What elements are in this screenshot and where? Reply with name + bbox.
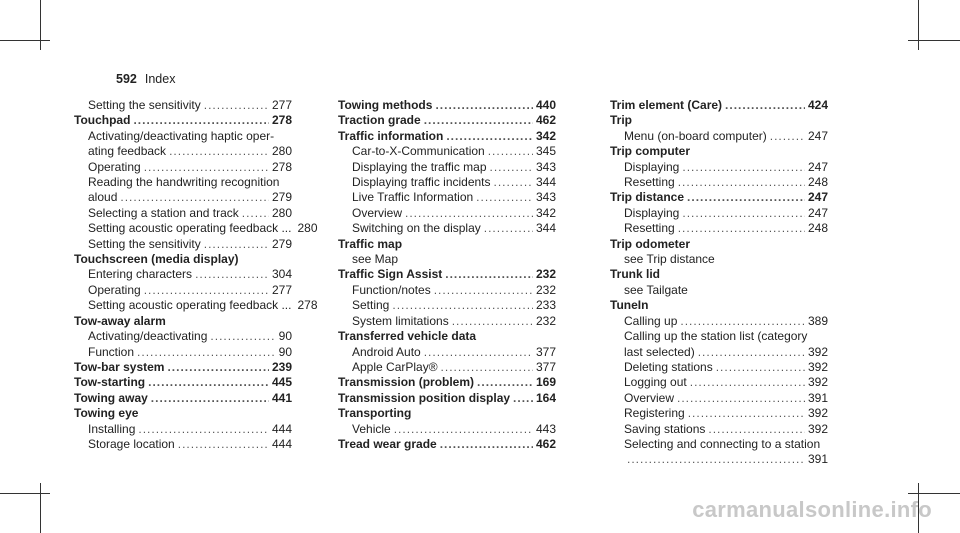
- index-entry: [74, 314, 292, 329]
- leader-dots: [178, 437, 269, 452]
- leader-dots: [204, 237, 269, 252]
- entry-term: Tread wear grade: [338, 436, 437, 451]
- crop-mark: [908, 493, 960, 494]
- page-reference: 247: [807, 128, 828, 143]
- crop-mark: [908, 40, 960, 41]
- index-subentry: [74, 267, 292, 282]
- index-subentry: [74, 206, 292, 221]
- index-subentry: [338, 298, 556, 313]
- entry-term: Traffic information: [338, 128, 444, 143]
- index-entry: [338, 437, 556, 452]
- index-entry: [338, 406, 556, 421]
- entry-term: Calling up: [624, 313, 678, 328]
- section-title: Index: [144, 72, 176, 86]
- page-reference: 90: [278, 344, 292, 359]
- index-subentry: [338, 252, 556, 267]
- index-entry: [610, 113, 828, 128]
- entry-term: Setting: [352, 298, 390, 313]
- leader-dots: [167, 360, 269, 375]
- page-reference: 247: [807, 159, 828, 174]
- index-subentry: [338, 360, 556, 375]
- index-entry: [74, 375, 292, 390]
- entry-term: Switching on the display: [352, 221, 481, 236]
- page-reference: 443: [535, 421, 556, 436]
- page-reference: 392: [807, 359, 828, 374]
- leader-dots: [490, 160, 533, 175]
- entry-term: Operating: [88, 282, 141, 297]
- leader-dots: [195, 267, 269, 282]
- page-reference: 345: [535, 144, 556, 159]
- index-subentry: [338, 160, 556, 175]
- index-entry: [610, 237, 828, 252]
- leader-dots: [678, 221, 805, 236]
- index-subentry: [610, 160, 828, 175]
- index-subentry: [610, 314, 828, 329]
- leader-dots: [394, 422, 533, 437]
- page-reference: 232: [535, 313, 556, 328]
- leader-dots: [488, 144, 533, 159]
- index-entry: [74, 406, 292, 421]
- leader-dots: [690, 375, 805, 390]
- index-subentry: [610, 452, 828, 467]
- entry-term: System limitations: [352, 313, 449, 328]
- index-subentry: [610, 345, 828, 360]
- index-subentry: [74, 237, 292, 252]
- index-subentry: [338, 190, 556, 205]
- page-reference: 392: [807, 375, 828, 390]
- entry-term: Towing methods: [338, 98, 433, 112]
- leader-dots: [725, 98, 805, 113]
- page-reference: 279: [271, 190, 292, 205]
- index-subentry: [74, 144, 292, 159]
- entry-term: Displaying: [624, 159, 680, 174]
- leader-dots: [682, 206, 805, 221]
- page-reference: 440: [535, 98, 556, 112]
- leader-dots: [484, 221, 533, 236]
- page-reference: 248: [807, 175, 828, 190]
- index-subentry: [610, 129, 828, 144]
- page-reference: 445: [271, 375, 292, 390]
- entry-term: Menu (on-board computer): [624, 128, 767, 143]
- entry-term: Setting the sensitivity: [88, 98, 201, 112]
- leader-dots: [680, 314, 805, 329]
- leader-dots: [435, 98, 533, 113]
- page-reference: 233: [535, 298, 556, 313]
- index-subentry: [338, 314, 556, 329]
- entry-term: Reading the handwriting recognition: [88, 175, 280, 190]
- index-column-2: [338, 98, 556, 452]
- page-reference: 248: [807, 221, 828, 236]
- page-reference: 247: [807, 205, 828, 220]
- leader-dots: [627, 452, 805, 467]
- page-reference: 424: [807, 98, 828, 112]
- crop-mark: [918, 0, 919, 50]
- entry-term: Calling up the station list (category: [624, 329, 808, 344]
- page-reference: 462: [535, 113, 556, 128]
- index-subentry: [74, 298, 318, 313]
- page-reference: 342: [535, 205, 556, 220]
- index-subentry: [338, 221, 556, 236]
- entry-term: Towing away: [74, 390, 148, 405]
- leader-dots: [120, 190, 269, 205]
- entry-term: Tow-away alarm: [74, 313, 166, 328]
- page-header: [116, 72, 175, 86]
- entry-term: Transporting: [338, 406, 412, 421]
- index-subentry: [74, 190, 292, 205]
- index-entry: [338, 113, 556, 128]
- index-entry: [610, 190, 828, 205]
- entry-term: Selecting a station and track: [88, 205, 239, 220]
- leader-dots: [424, 345, 533, 360]
- leader-dots: [513, 391, 533, 406]
- entry-term: Traffic map: [338, 236, 403, 251]
- page-reference: 277: [271, 98, 292, 112]
- page-reference: 392: [807, 421, 828, 436]
- entry-term: see Trip distance: [624, 252, 715, 267]
- index-subentry: [74, 129, 292, 144]
- index-subentry: [610, 391, 828, 406]
- leader-dots: [138, 422, 269, 437]
- page-reference: 232: [535, 282, 556, 297]
- entry-term: Activating/deactivating haptic oper-: [88, 128, 275, 143]
- entry-term: Transferred vehicle data: [338, 329, 477, 344]
- index-subentry: [610, 406, 828, 421]
- entry-term: Trunk lid: [610, 267, 661, 282]
- index-subentry: [610, 329, 828, 344]
- page-reference: 462: [535, 436, 556, 451]
- leader-dots: [477, 375, 533, 390]
- entry-term: Tow-starting: [74, 375, 146, 390]
- entry-term: Registering: [624, 406, 685, 421]
- entry-term: Towing eye: [74, 406, 139, 421]
- leader-dots: [148, 375, 269, 390]
- index-subentry: [74, 437, 292, 452]
- index-subentry: [610, 221, 828, 236]
- index-subentry: [610, 206, 828, 221]
- page-reference: 444: [271, 436, 292, 451]
- leader-dots: [698, 345, 805, 360]
- entry-term: Overview: [352, 205, 403, 220]
- entry-term: Displaying the traffic map: [352, 159, 487, 174]
- index-entry: [74, 391, 292, 406]
- index-subentry: [610, 283, 828, 298]
- index-subentry: [610, 437, 828, 452]
- entry-term: see Map: [352, 252, 399, 267]
- entry-term: Entering characters: [88, 267, 193, 282]
- entry-term: Trim element (Care): [610, 98, 723, 112]
- leader-dots: [476, 190, 533, 205]
- page-reference: 277: [271, 282, 292, 297]
- leader-dots: [210, 329, 275, 344]
- leader-dots: [452, 314, 533, 329]
- entry-term: Function: [88, 344, 135, 359]
- leader-dots: [133, 113, 269, 128]
- entry-term: Trip distance: [610, 190, 685, 205]
- index-subentry: [610, 252, 828, 267]
- entry-term: Setting acoustic operating feedback ...: [88, 298, 292, 313]
- watermark: carmanualsonline.info: [692, 497, 932, 522]
- leader-dots: [137, 345, 276, 360]
- index-subentry: [338, 283, 556, 298]
- entry-term: Displaying: [624, 205, 680, 220]
- index-subentry: [74, 175, 292, 190]
- index-subentry: [338, 144, 556, 159]
- entry-term: Deleting stations: [624, 359, 713, 374]
- entry-term: Selecting and connecting to a station: [624, 436, 821, 451]
- entry-term: Live Traffic Information: [352, 190, 474, 205]
- page-reference: 278: [271, 159, 292, 174]
- index-entry: [74, 360, 292, 375]
- page-reference: 247: [807, 190, 828, 205]
- page-reference: 239: [271, 359, 292, 374]
- page-reference: 232: [535, 267, 556, 282]
- leader-dots: [242, 206, 269, 221]
- entry-term: Android Auto: [352, 344, 421, 359]
- index-subentry: [338, 175, 556, 190]
- leader-dots: [708, 422, 805, 437]
- entry-term: Displaying traffic incidents: [352, 175, 491, 190]
- page-reference: 279: [271, 236, 292, 251]
- index-subentry: [74, 160, 292, 175]
- index-subentry: [610, 175, 828, 190]
- page-reference: 169: [535, 375, 556, 390]
- entry-term: Setting the sensitivity: [88, 236, 201, 251]
- index-entry: [338, 329, 556, 344]
- page-reference: 391: [807, 390, 828, 405]
- leader-dots: [716, 360, 805, 375]
- index-subentry: [610, 360, 828, 375]
- entry-term: ating feedback: [88, 144, 167, 159]
- index-entry: [610, 298, 828, 313]
- entry-term: Transmission position display: [338, 390, 511, 405]
- page-reference: 344: [535, 221, 556, 236]
- page-reference: 444: [271, 421, 292, 436]
- entry-term: Operating: [88, 159, 141, 174]
- page-reference: 90: [278, 329, 292, 344]
- index-subentry: [74, 329, 292, 344]
- leader-dots: [151, 391, 269, 406]
- index-subentry: [74, 345, 292, 360]
- leader-dots: [441, 360, 533, 375]
- entry-term: Logging out: [624, 375, 687, 390]
- crop-mark: [40, 0, 41, 50]
- entry-term: see Tailgate: [624, 282, 688, 297]
- page-reference: 280: [297, 221, 318, 236]
- leader-dots: [144, 160, 269, 175]
- leader-dots: [440, 437, 533, 452]
- page-reference: 304: [271, 267, 292, 282]
- leader-dots: [204, 98, 269, 113]
- crop-mark: [0, 40, 50, 41]
- page-reference: 391: [807, 452, 828, 467]
- leader-dots: [446, 129, 533, 144]
- index-subentry: [74, 98, 292, 113]
- index-entry: [338, 375, 556, 390]
- crop-mark: [40, 483, 41, 533]
- entry-term: Touchscreen (media display): [74, 252, 239, 267]
- leader-dots: [445, 267, 533, 282]
- entry-term: Touchpad: [74, 113, 131, 128]
- entry-term: Trip computer: [610, 144, 691, 159]
- index-entry: [610, 144, 828, 159]
- leader-dots: [682, 160, 805, 175]
- leader-dots: [678, 175, 805, 190]
- entry-term: Resetting: [624, 221, 675, 236]
- page-reference: 278: [271, 113, 292, 128]
- index-subentry: [338, 206, 556, 221]
- page-number: 592: [116, 72, 137, 86]
- index-subentry: [74, 283, 292, 298]
- entry-term: last selected): [624, 344, 695, 359]
- leader-dots: [677, 391, 805, 406]
- entry-term: Saving stations: [624, 421, 706, 436]
- page-reference: 344: [535, 175, 556, 190]
- entry-term: Trip odometer: [610, 236, 691, 251]
- crop-mark: [0, 493, 50, 494]
- page-reference: 389: [807, 313, 828, 328]
- page-reference: 342: [535, 128, 556, 143]
- leader-dots: [434, 283, 533, 298]
- index-column-3: [610, 98, 828, 468]
- entry-term: Apple CarPlay®: [352, 359, 438, 374]
- index-subentry: [338, 422, 556, 437]
- page-reference: 441: [271, 390, 292, 405]
- entry-term: Traction grade: [338, 113, 421, 128]
- index-entry: [338, 391, 556, 406]
- page-reference: 343: [535, 190, 556, 205]
- leader-dots: [144, 283, 269, 298]
- index-subentry: [74, 221, 318, 236]
- entry-term: Tow-bar system: [74, 359, 165, 374]
- entry-term: Function/notes: [352, 282, 431, 297]
- leader-dots: [424, 113, 533, 128]
- page-reference: 377: [535, 359, 556, 374]
- leader-dots: [169, 144, 269, 159]
- index-subentry: [74, 422, 292, 437]
- leader-dots: [494, 175, 533, 190]
- index-entry: [338, 267, 556, 282]
- entry-term: TuneIn: [610, 298, 649, 313]
- index-entry: [338, 129, 556, 144]
- page-reference: 164: [535, 390, 556, 405]
- index-subentry: [338, 345, 556, 360]
- entry-term: Installing: [88, 421, 136, 436]
- entry-term: Traffic Sign Assist: [338, 267, 443, 282]
- index-subentry: [610, 422, 828, 437]
- page-reference: 278: [297, 298, 318, 313]
- leader-dots: [688, 406, 805, 421]
- entry-term: Resetting: [624, 175, 675, 190]
- leader-dots: [392, 298, 533, 313]
- entry-term: Trip: [610, 113, 633, 128]
- page-reference: 280: [271, 205, 292, 220]
- entry-term: Activating/deactivating: [88, 329, 208, 344]
- index-subentry: [610, 375, 828, 390]
- entry-term: Storage location: [88, 436, 175, 451]
- entry-term: Transmission (problem): [338, 375, 475, 390]
- index-entry: [338, 98, 556, 113]
- page-reference: 377: [535, 344, 556, 359]
- leader-dots: [770, 129, 805, 144]
- entry-term: Car-to-X-Communication: [352, 144, 485, 159]
- page-reference: 392: [807, 344, 828, 359]
- entry-term: Vehicle: [352, 421, 391, 436]
- index-column-1: [74, 98, 318, 452]
- page-reference: 392: [807, 406, 828, 421]
- entry-term: Setting acoustic operating feedback ...: [88, 221, 292, 236]
- index-entry: [74, 113, 292, 128]
- index-entry: [74, 252, 292, 267]
- index-entry: [610, 267, 828, 282]
- leader-dots: [405, 206, 533, 221]
- page-reference: 343: [535, 159, 556, 174]
- entry-term: aloud: [88, 190, 118, 205]
- page-reference: 280: [271, 144, 292, 159]
- index-entry: [338, 237, 556, 252]
- entry-term: Overview: [624, 390, 675, 405]
- index-entry: [610, 98, 828, 113]
- leader-dots: [687, 190, 805, 205]
